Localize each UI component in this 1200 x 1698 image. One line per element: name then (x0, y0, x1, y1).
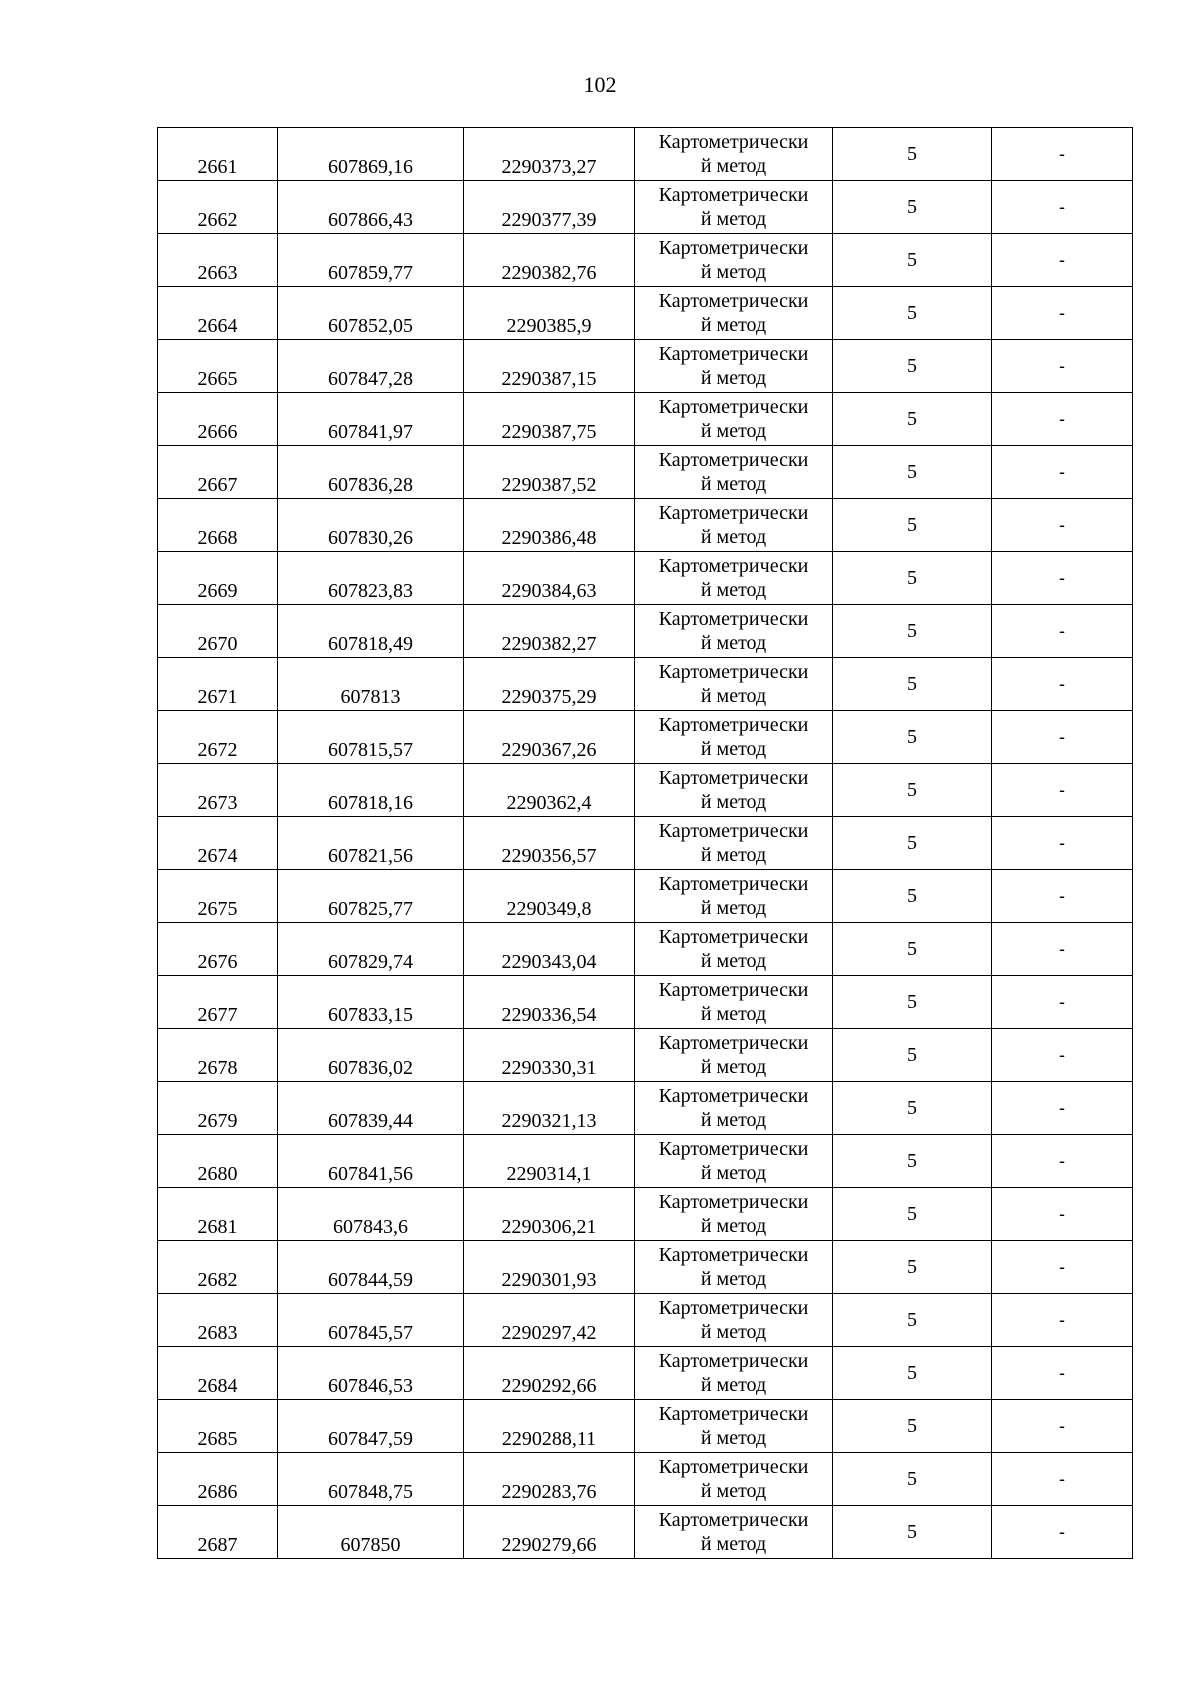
table-row (158, 976, 1133, 1029)
x-coordinate-cell: 607815,57 (278, 711, 464, 764)
x-coordinate-cell: 607850 (278, 1506, 464, 1559)
y-coordinate-cell: 2290373,27 (464, 128, 635, 181)
method-text-line2: й метод (700, 950, 767, 972)
x-coordinate-cell: 607823,83 (278, 552, 464, 605)
table-row (158, 658, 1133, 711)
method-text-line2: й метод (700, 897, 767, 919)
method-text-line1: Картометрически (658, 608, 809, 630)
method-cell (635, 605, 833, 658)
accuracy-cell: 5 (833, 1294, 992, 1347)
note-cell: - (992, 976, 1133, 1029)
note-cell: - (992, 870, 1133, 923)
y-coordinate-cell: 2290321,13 (464, 1082, 635, 1135)
y-coordinate-cell: 2290314,1 (464, 1135, 635, 1188)
note-cell: - (992, 923, 1133, 976)
y-coordinate-cell: 2290367,26 (464, 711, 635, 764)
y-coordinate-cell: 2290292,66 (464, 1347, 635, 1400)
table-row (158, 446, 1133, 499)
point-number-cell: 2678 (158, 1029, 278, 1082)
table-row (158, 552, 1133, 605)
point-number-cell: 2665 (158, 340, 278, 393)
method-text-line1: Картометрически (658, 290, 809, 312)
x-coordinate-cell: 607847,59 (278, 1400, 464, 1453)
note-cell: - (992, 393, 1133, 446)
method-text-line2: й метод (700, 791, 767, 813)
x-coordinate-cell: 607848,75 (278, 1453, 464, 1506)
y-coordinate-cell: 2290301,93 (464, 1241, 635, 1294)
table-row (158, 870, 1133, 923)
point-number-cell: 2674 (158, 817, 278, 870)
x-coordinate-cell: 607821,56 (278, 817, 464, 870)
table-row (158, 128, 1133, 181)
accuracy-cell: 5 (833, 181, 992, 234)
x-coordinate-cell: 607845,57 (278, 1294, 464, 1347)
point-number-cell: 2676 (158, 923, 278, 976)
page-number: 102 (583, 72, 617, 97)
accuracy-cell: 5 (833, 605, 992, 658)
method-text-line1: Картометрически (658, 555, 809, 577)
method-text-line1: Картометрически (658, 131, 809, 153)
method-text-line1: Картометрически (658, 767, 809, 789)
point-number-cell: 2668 (158, 499, 278, 552)
method-cell (635, 817, 833, 870)
table-row (158, 1188, 1133, 1241)
y-coordinate-cell: 2290349,8 (464, 870, 635, 923)
accuracy-cell: 5 (833, 1029, 992, 1082)
x-coordinate-cell: 607813 (278, 658, 464, 711)
table-row (158, 393, 1133, 446)
note-cell: - (992, 340, 1133, 393)
point-number-cell: 2677 (158, 976, 278, 1029)
note-cell: - (992, 1347, 1133, 1400)
method-text-line1: Картометрически (658, 449, 809, 471)
table-row (158, 817, 1133, 870)
x-coordinate-cell: 607866,43 (278, 181, 464, 234)
method-text-line2: й метод (700, 1374, 767, 1396)
point-number-cell: 2675 (158, 870, 278, 923)
accuracy-cell: 5 (833, 658, 992, 711)
note-cell: - (992, 658, 1133, 711)
point-number-cell: 2673 (158, 764, 278, 817)
accuracy-cell: 5 (833, 340, 992, 393)
method-text-line1: Картометрически (658, 979, 809, 1001)
y-coordinate-cell: 2290362,4 (464, 764, 635, 817)
x-coordinate-cell: 607847,28 (278, 340, 464, 393)
method-cell (635, 1347, 833, 1400)
point-number-cell: 2661 (158, 128, 278, 181)
point-number-cell: 2662 (158, 181, 278, 234)
note-cell: - (992, 1135, 1133, 1188)
x-coordinate-cell: 607843,6 (278, 1188, 464, 1241)
x-coordinate-cell: 607844,59 (278, 1241, 464, 1294)
y-coordinate-cell: 2290387,52 (464, 446, 635, 499)
method-text-line2: й метод (700, 261, 767, 283)
method-cell (635, 870, 833, 923)
y-coordinate-cell: 2290387,15 (464, 340, 635, 393)
table-row (158, 605, 1133, 658)
method-cell (635, 1135, 833, 1188)
method-cell (635, 1294, 833, 1347)
x-coordinate-cell: 607859,77 (278, 234, 464, 287)
method-text-line1: Картометрически (658, 396, 809, 418)
method-text-line2: й метод (700, 367, 767, 389)
method-text-line2: й метод (700, 632, 767, 654)
accuracy-cell: 5 (833, 923, 992, 976)
point-number-cell: 2667 (158, 446, 278, 499)
note-cell: - (992, 1294, 1133, 1347)
table-row (158, 1082, 1133, 1135)
accuracy-cell: 5 (833, 1506, 992, 1559)
note-cell: - (992, 764, 1133, 817)
note-cell: - (992, 1082, 1133, 1135)
y-coordinate-cell: 2290356,57 (464, 817, 635, 870)
coordinates-table-body (158, 128, 1133, 1559)
x-coordinate-cell: 607869,16 (278, 128, 464, 181)
method-text-line1: Картометрически (658, 661, 809, 683)
method-text-line2: й метод (700, 1321, 767, 1343)
note-cell: - (992, 552, 1133, 605)
method-cell (635, 658, 833, 711)
x-coordinate-cell: 607841,56 (278, 1135, 464, 1188)
table-row (158, 1241, 1133, 1294)
method-text-line2: й метод (700, 1215, 767, 1237)
y-coordinate-cell: 2290382,76 (464, 234, 635, 287)
coordinates-table (157, 127, 1133, 1559)
x-coordinate-cell: 607829,74 (278, 923, 464, 976)
point-number-cell: 2669 (158, 552, 278, 605)
method-text-line2: й метод (700, 1109, 767, 1131)
x-coordinate-cell: 607825,77 (278, 870, 464, 923)
method-text-line1: Картометрически (658, 1032, 809, 1054)
note-cell: - (992, 605, 1133, 658)
accuracy-cell: 5 (833, 234, 992, 287)
method-cell (635, 552, 833, 605)
y-coordinate-cell: 2290385,9 (464, 287, 635, 340)
accuracy-cell: 5 (833, 1347, 992, 1400)
table-row (158, 181, 1133, 234)
point-number-cell: 2687 (158, 1506, 278, 1559)
y-coordinate-cell: 2290330,31 (464, 1029, 635, 1082)
method-cell (635, 340, 833, 393)
table-row (158, 287, 1133, 340)
method-cell (635, 923, 833, 976)
point-number-cell: 2671 (158, 658, 278, 711)
table-row (158, 499, 1133, 552)
x-coordinate-cell: 607836,02 (278, 1029, 464, 1082)
note-cell: - (992, 128, 1133, 181)
method-text-line1: Картометрически (658, 714, 809, 736)
method-text-line2: й метод (700, 473, 767, 495)
method-cell (635, 1400, 833, 1453)
table-row (158, 234, 1133, 287)
accuracy-cell: 5 (833, 446, 992, 499)
method-text-line1: Картометрически (658, 1509, 809, 1531)
method-text-line2: й метод (700, 314, 767, 336)
note-cell: - (992, 1188, 1133, 1241)
method-cell (635, 1506, 833, 1559)
y-coordinate-cell: 2290306,21 (464, 1188, 635, 1241)
method-cell (635, 1241, 833, 1294)
method-cell (635, 393, 833, 446)
point-number-cell: 2681 (158, 1188, 278, 1241)
method-text-line1: Картометрически (658, 184, 809, 206)
method-text-line1: Картометрически (658, 1403, 809, 1425)
x-coordinate-cell: 607846,53 (278, 1347, 464, 1400)
table-row (158, 1294, 1133, 1347)
method-text-line2: й метод (700, 526, 767, 548)
table-row (158, 1347, 1133, 1400)
accuracy-cell: 5 (833, 976, 992, 1029)
method-text-line1: Картометрически (658, 237, 809, 259)
x-coordinate-cell: 607839,44 (278, 1082, 464, 1135)
method-text-line1: Картометрически (658, 1350, 809, 1372)
method-cell (635, 181, 833, 234)
table-row (158, 1453, 1133, 1506)
method-text-line1: Картометрически (658, 1191, 809, 1213)
accuracy-cell: 5 (833, 870, 992, 923)
method-text-line1: Картометрически (658, 502, 809, 524)
method-cell (635, 287, 833, 340)
point-number-cell: 2670 (158, 605, 278, 658)
accuracy-cell: 5 (833, 764, 992, 817)
y-coordinate-cell: 2290283,76 (464, 1453, 635, 1506)
y-coordinate-cell: 2290384,63 (464, 552, 635, 605)
method-cell (635, 234, 833, 287)
method-cell (635, 1453, 833, 1506)
accuracy-cell: 5 (833, 1188, 992, 1241)
point-number-cell: 2663 (158, 234, 278, 287)
accuracy-cell: 5 (833, 287, 992, 340)
point-number-cell: 2685 (158, 1400, 278, 1453)
table-row (158, 1135, 1133, 1188)
table-row (158, 1029, 1133, 1082)
accuracy-cell: 5 (833, 1135, 992, 1188)
y-coordinate-cell: 2290279,66 (464, 1506, 635, 1559)
point-number-cell: 2684 (158, 1347, 278, 1400)
y-coordinate-cell: 2290288,11 (464, 1400, 635, 1453)
y-coordinate-cell: 2290382,27 (464, 605, 635, 658)
accuracy-cell: 5 (833, 711, 992, 764)
table-row (158, 1506, 1133, 1559)
method-text-line2: й метод (700, 1056, 767, 1078)
table-row (158, 1400, 1133, 1453)
note-cell: - (992, 1453, 1133, 1506)
x-coordinate-cell: 607830,26 (278, 499, 464, 552)
note-cell: - (992, 234, 1133, 287)
method-text-line2: й метод (700, 685, 767, 707)
accuracy-cell: 5 (833, 1453, 992, 1506)
method-text-line2: й метод (700, 1162, 767, 1184)
method-text-line1: Картометрически (658, 343, 809, 365)
accuracy-cell: 5 (833, 499, 992, 552)
table-row (158, 923, 1133, 976)
point-number-cell: 2683 (158, 1294, 278, 1347)
y-coordinate-cell: 2290386,48 (464, 499, 635, 552)
method-text-line2: й метод (700, 738, 767, 760)
accuracy-cell: 5 (833, 552, 992, 605)
note-cell: - (992, 287, 1133, 340)
point-number-cell: 2664 (158, 287, 278, 340)
note-cell: - (992, 499, 1133, 552)
method-cell (635, 1029, 833, 1082)
method-cell (635, 128, 833, 181)
method-text-line2: й метод (700, 1533, 767, 1555)
accuracy-cell: 5 (833, 128, 992, 181)
method-text-line2: й метод (700, 1003, 767, 1025)
x-coordinate-cell: 607818,16 (278, 764, 464, 817)
note-cell: - (992, 1241, 1133, 1294)
method-text-line1: Картометрически (658, 820, 809, 842)
table-row (158, 340, 1133, 393)
note-cell: - (992, 1029, 1133, 1082)
y-coordinate-cell: 2290377,39 (464, 181, 635, 234)
method-text-line1: Картометрически (658, 1244, 809, 1266)
accuracy-cell: 5 (833, 1082, 992, 1135)
method-text-line1: Картометрически (658, 1297, 809, 1319)
method-text-line2: й метод (700, 208, 767, 230)
method-cell (635, 1188, 833, 1241)
x-coordinate-cell: 607852,05 (278, 287, 464, 340)
method-text-line1: Картометрически (658, 1085, 809, 1107)
method-text-line2: й метод (700, 155, 767, 177)
note-cell: - (992, 446, 1133, 499)
method-cell (635, 711, 833, 764)
y-coordinate-cell: 2290343,04 (464, 923, 635, 976)
x-coordinate-cell: 607833,15 (278, 976, 464, 1029)
point-number-cell: 2680 (158, 1135, 278, 1188)
y-coordinate-cell: 2290297,42 (464, 1294, 635, 1347)
method-text-line2: й метод (700, 1427, 767, 1449)
point-number-cell: 2672 (158, 711, 278, 764)
accuracy-cell: 5 (833, 817, 992, 870)
note-cell: - (992, 1506, 1133, 1559)
method-text-line2: й метод (700, 844, 767, 866)
method-cell (635, 1082, 833, 1135)
method-text-line2: й метод (700, 1268, 767, 1290)
note-cell: - (992, 1400, 1133, 1453)
y-coordinate-cell: 2290387,75 (464, 393, 635, 446)
y-coordinate-cell: 2290375,29 (464, 658, 635, 711)
y-coordinate-cell: 2290336,54 (464, 976, 635, 1029)
method-cell (635, 976, 833, 1029)
method-text-line1: Картометрически (658, 873, 809, 895)
x-coordinate-cell: 607818,49 (278, 605, 464, 658)
method-cell (635, 499, 833, 552)
accuracy-cell: 5 (833, 393, 992, 446)
point-number-cell: 2679 (158, 1082, 278, 1135)
x-coordinate-cell: 607841,97 (278, 393, 464, 446)
method-cell (635, 764, 833, 817)
x-coordinate-cell: 607836,28 (278, 446, 464, 499)
method-text-line2: й метод (700, 579, 767, 601)
method-text-line1: Картометрически (658, 1456, 809, 1478)
method-cell (635, 446, 833, 499)
point-number-cell: 2682 (158, 1241, 278, 1294)
table-row (158, 764, 1133, 817)
table-row (158, 711, 1133, 764)
point-number-cell: 2666 (158, 393, 278, 446)
method-text-line1: Картометрически (658, 926, 809, 948)
method-text-line1: Картометрически (658, 1138, 809, 1160)
method-text-line2: й метод (700, 420, 767, 442)
note-cell: - (992, 817, 1133, 870)
method-text-line2: й метод (700, 1480, 767, 1502)
note-cell: - (992, 711, 1133, 764)
point-number-cell: 2686 (158, 1453, 278, 1506)
accuracy-cell: 5 (833, 1400, 992, 1453)
accuracy-cell: 5 (833, 1241, 992, 1294)
note-cell: - (992, 181, 1133, 234)
